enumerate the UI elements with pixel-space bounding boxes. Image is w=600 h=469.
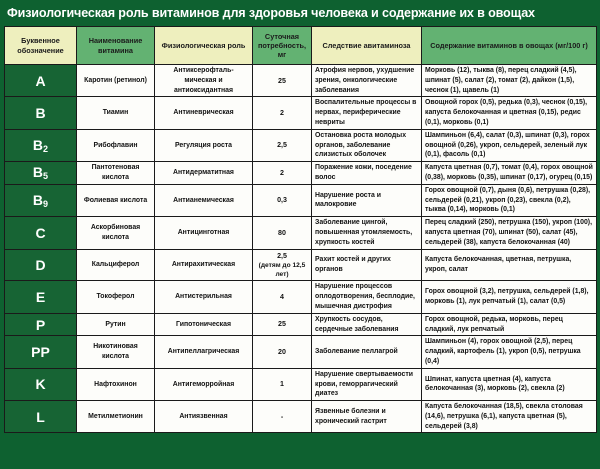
daily-requirement-cell: 25 bbox=[253, 65, 312, 97]
column-header-letter: Буквенное обозначение bbox=[5, 27, 77, 65]
deficiency-consequence-cell: Атрофия нервов, ухудшение зрения, онкологические заболевания bbox=[312, 65, 422, 97]
vitamin-name-cell: Никотиновая кислота bbox=[77, 336, 155, 368]
vegetable-content-cell: Горох овощной, редька, морковь, перец сладкий, лук репчатый bbox=[422, 313, 597, 336]
vitamin-letter-cell: K bbox=[5, 368, 77, 400]
vitamins-table bbox=[4, 26, 597, 433]
vitamin-role-cell: Антигеморройная bbox=[155, 368, 253, 400]
daily-requirement-cell: 2,5 (детям до 12,5 лет) bbox=[253, 249, 312, 281]
vitamin-role-cell: Антидерматитная bbox=[155, 162, 253, 185]
deficiency-consequence-cell: Нарушение роста и малокровие bbox=[312, 184, 422, 216]
vitamin-role-cell: Регуляция роста bbox=[155, 129, 253, 161]
table-row bbox=[5, 162, 597, 185]
deficiency-consequence-cell: Воспалительные процессы в нервах, периферические невриты bbox=[312, 97, 422, 129]
vitamin-name-cell: Токоферол bbox=[77, 281, 155, 313]
table-row bbox=[5, 313, 597, 336]
vitamin-name-cell: Тиамин bbox=[77, 97, 155, 129]
table-header bbox=[5, 27, 597, 65]
table-row bbox=[5, 401, 597, 433]
vitamin-name-cell: Аскорбиновая кислота bbox=[77, 217, 155, 249]
vegetable-content-cell: Овощной горох (0,5), редька (0,3), чеснок (0,15), капуста белокочанная и цветная (0,15), редис (0,1), морковь (0,1) bbox=[422, 97, 597, 129]
vegetable-content-cell: Морковь (12), тыква (8), перец сладкий (4,5), шпинат (5), салат (2), томат (2), дайкон (1,5), чеснок (1), щавель (1) bbox=[422, 65, 597, 97]
table-row bbox=[5, 249, 597, 281]
table-row bbox=[5, 281, 597, 313]
deficiency-consequence-cell: Заболевание цингой, повышенная утомляемость, хрупкость костей bbox=[312, 217, 422, 249]
vegetable-content-cell: Горох овощной (3,2), петрушка, сельдерей (1,8), морковь (1), лук репчатый (1), салат (0,5) bbox=[422, 281, 597, 313]
table-container bbox=[0, 26, 600, 438]
deficiency-consequence-cell: Поражение кожи, поседение волос bbox=[312, 162, 422, 185]
deficiency-consequence-cell: Нарушение процессов оплодотворения, бесплодие, мышечная дистрофия bbox=[312, 281, 422, 313]
daily-requirement-cell: 2,5 bbox=[253, 129, 312, 161]
daily-requirement-cell: 25 bbox=[253, 313, 312, 336]
vegetable-content-cell: Шампиньон (6,4), салат (0,3), шпинат (0,3), горох овощной (0,26), укроп, сельдерей, зеленый лук (0,1), фасоль (0,1) bbox=[422, 129, 597, 161]
vegetable-content-cell: Шампиньон (4), горох овощной (2,5), перец сладкий, картофель (1), укроп (0,5), петрушка (0,4) bbox=[422, 336, 597, 368]
vitamin-letter-cell: $B_9$ bbox=[5, 184, 77, 216]
vitamin-letter-cell: E bbox=[5, 281, 77, 313]
table-row bbox=[5, 368, 597, 400]
vitamin-letter-cell: $B_2$ bbox=[5, 129, 77, 161]
daily-requirement-cell: 2 bbox=[253, 162, 312, 185]
deficiency-consequence-cell: Рахит костей и других органов bbox=[312, 249, 422, 281]
vitamin-letter-cell: D bbox=[5, 249, 77, 281]
vegetable-content-cell: Капуста белокочанная, цветная, петрушка, укроп, салат bbox=[422, 249, 597, 281]
vitamin-role-cell: Антиневрическая bbox=[155, 97, 253, 129]
vitamin-name-cell: Метилметионин bbox=[77, 401, 155, 433]
deficiency-consequence-cell: Нарушение свертываемости крови, геморрагический диатез bbox=[312, 368, 422, 400]
vitamin-letter-cell: L bbox=[5, 401, 77, 433]
vitamin-letter-cell: B bbox=[5, 97, 77, 129]
column-header-deficiency: Следствие авитаминоза bbox=[312, 27, 422, 65]
vitamin-letter-cell: $B_5$ bbox=[5, 162, 77, 185]
table-body bbox=[5, 65, 597, 433]
vitamin-name-cell: Фолиевая кислота bbox=[77, 184, 155, 216]
vegetable-content-cell: Капуста белокочанная (18,5), свекла столовая (14,6), петрушка (6,1), капуста цветная (5), сельдерей (3,8) bbox=[422, 401, 597, 433]
vitamin-role-cell: Гипотоническая bbox=[155, 313, 253, 336]
vegetable-content-cell: Капуста цветная (0,7), томат (0,4), горох овощной (0,38), морковь (0,35), шпинат (0,17), огурец (0,15) bbox=[422, 162, 597, 185]
daily-requirement-cell: 1 bbox=[253, 368, 312, 400]
table-row bbox=[5, 65, 597, 97]
daily-requirement-cell: 4 bbox=[253, 281, 312, 313]
vitamin-letter-cell: PP bbox=[5, 336, 77, 368]
table-row bbox=[5, 129, 597, 161]
vitamin-letter-cell: A bbox=[5, 65, 77, 97]
daily-requirement-cell: 0,3 bbox=[253, 184, 312, 216]
vitamin-name-cell: Рутин bbox=[77, 313, 155, 336]
table-row bbox=[5, 184, 597, 216]
daily-requirement-cell: - bbox=[253, 401, 312, 433]
column-header-role: Физиологическая роль bbox=[155, 27, 253, 65]
page-title: Физиологическая роль витаминов для здоровья человека и содержание их в овощах bbox=[7, 6, 535, 20]
vegetable-content-cell: Шпинат, капуста цветная (4), капуста белокочанная (3), морковь (2), свекла (2) bbox=[422, 368, 597, 400]
deficiency-consequence-cell: Язвенные болезни и хронический гастрит bbox=[312, 401, 422, 433]
header-row bbox=[5, 27, 597, 65]
vitamin-role-cell: Антианемическая bbox=[155, 184, 253, 216]
vitamin-name-cell: Нафтохинон bbox=[77, 368, 155, 400]
daily-requirement-cell: 20 bbox=[253, 336, 312, 368]
vegetable-content-cell: Перец сладкий (250), петрушка (150), укроп (100), капуста цветная (70), шпинат (50), салат (45), сельдерей (38), капуста белокочанная (40) bbox=[422, 217, 597, 249]
vitamin-role-cell: Антипеллагрическая bbox=[155, 336, 253, 368]
daily-requirement-cell: 80 bbox=[253, 217, 312, 249]
vitamin-name-cell: Кальциферол bbox=[77, 249, 155, 281]
vitamin-role-cell: Антиксерофталь-мическая и антиоксидантная bbox=[155, 65, 253, 97]
vitamin-letter-cell: C bbox=[5, 217, 77, 249]
table-row bbox=[5, 217, 597, 249]
column-header-requirement: Суточная потребность, мг bbox=[253, 27, 312, 65]
column-header-name: Наименование витамина bbox=[77, 27, 155, 65]
vitamin-role-cell: Антиязвенная bbox=[155, 401, 253, 433]
daily-requirement-cell: 2 bbox=[253, 97, 312, 129]
vitamin-role-cell: Антирахитическая bbox=[155, 249, 253, 281]
poster-title-bar bbox=[0, 0, 600, 26]
vitamin-name-cell: Рибофлавин bbox=[77, 129, 155, 161]
column-header-content: Содержание витаминов в овощах (мг/100 г) bbox=[422, 27, 597, 65]
deficiency-consequence-cell: Хрупкость сосудов, сердечные заболевания bbox=[312, 313, 422, 336]
footer-strip bbox=[0, 438, 600, 446]
deficiency-consequence-cell: Заболевание пеллагрой bbox=[312, 336, 422, 368]
deficiency-consequence-cell: Остановка роста молодых органов, заболевание слизистых оболочек bbox=[312, 129, 422, 161]
requirement-note: (детям до 12,5 лет) bbox=[258, 261, 306, 278]
table-row bbox=[5, 97, 597, 129]
vitamin-role-cell: Антицинготная bbox=[155, 217, 253, 249]
vitamin-name-cell: Каротин (ретинол) bbox=[77, 65, 155, 97]
vegetable-content-cell: Горох овощной (0,7), дыня (0,6), петрушка (0,28), сельдерей (0,21), укроп (0,23), свекла (0,2), тыква (0,14), морковь (0,1) bbox=[422, 184, 597, 216]
table-row bbox=[5, 336, 597, 368]
vitamin-letter-cell: P bbox=[5, 313, 77, 336]
vitamin-role-cell: Антистерильная bbox=[155, 281, 253, 313]
vitamin-name-cell: Пантотеновая кислота bbox=[77, 162, 155, 185]
